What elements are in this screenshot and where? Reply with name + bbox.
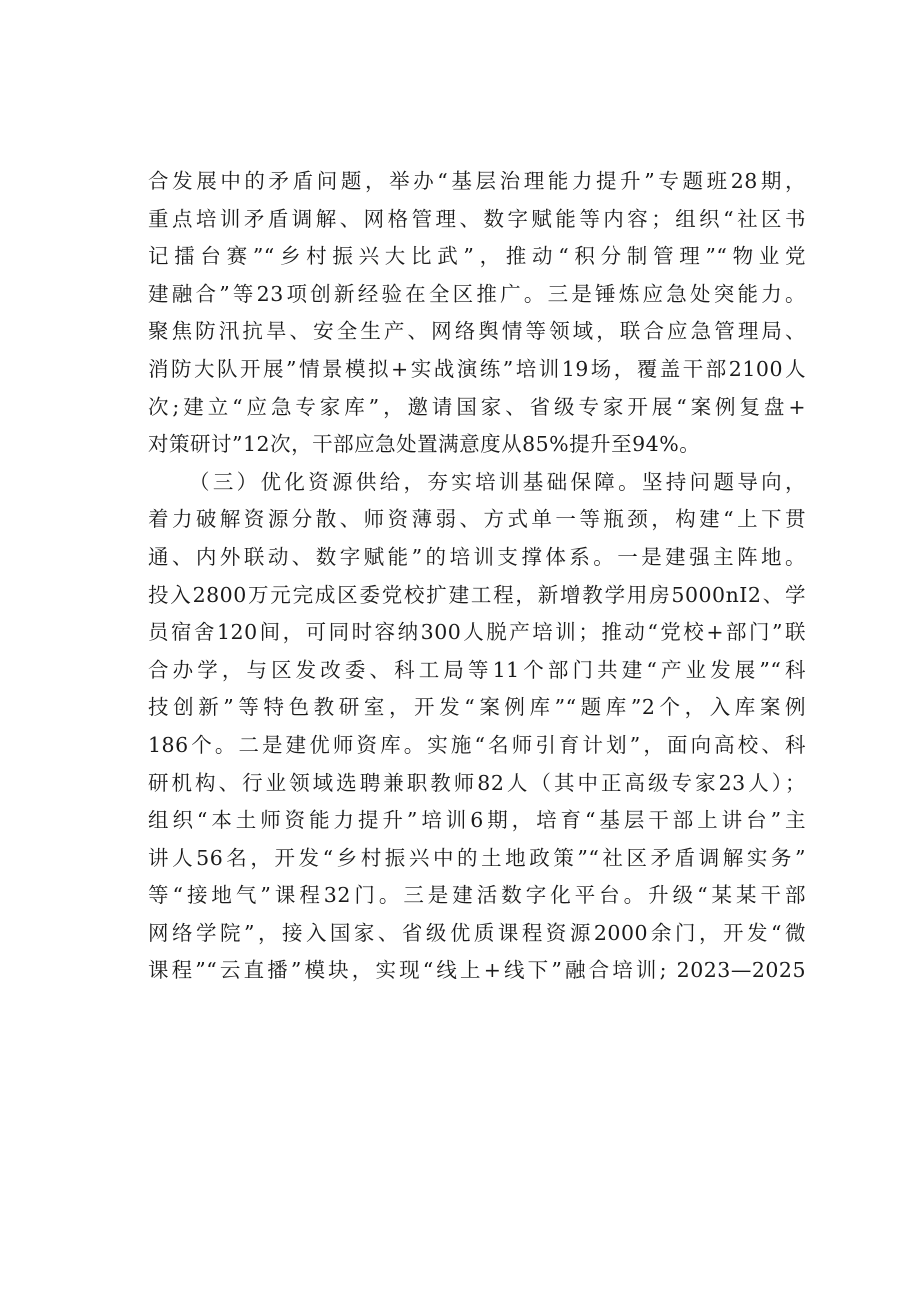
text-line: 建融合”等23项创新经验在全区推广。三是锤炼应急处突能力。 xyxy=(148,281,806,306)
text-line: 着力破解资源分散、师资薄弱、方式单一等瓶颈，构建“上下贯 xyxy=(148,507,806,532)
text-line: 员宿舍120间，可同时容纳300人脱产培训；推动“党校+部门”联 xyxy=(148,620,806,645)
text-line: 投入2800万元完成区委党校扩建工程，新增教学用房5000nI2、学 xyxy=(148,582,806,607)
text-line: 聚焦防汛抗旱、安全生产、网络舆情等领域，联合应急管理局、 xyxy=(148,319,806,344)
text-line: 网络学院”，接入国家、省级优质课程资源2000余门，开发“微 xyxy=(148,920,806,945)
text-line: 通、内外联动、数字赋能”的培训支撑体系。一是建强主阵地。 xyxy=(148,544,806,569)
text-line: 等“接地气”课程32门。三是建活数字化平台。升级“某某干部 xyxy=(148,883,806,908)
text-line: 讲人56名，开发“乡村振兴中的土地政策”“社区矛盾调解实务” xyxy=(148,845,806,870)
text-line: 记擂台赛”“乡村振兴大比武”，推动“积分制管理”“物业党 xyxy=(148,244,806,269)
text-line: 组织“本土师资能力提升”培训6期，培育“基层干部上讲台”主 xyxy=(148,808,806,833)
text-line: 对策研讨”12次，干部应急处置满意度从85%提升至94%。 xyxy=(148,432,701,457)
document-page xyxy=(148,163,806,990)
text-line: 合发展中的矛盾问题，举办“基层治理能力提升”专题班28期， xyxy=(148,169,806,193)
text-line: 研机构、行业领域选聘兼职教师82人（其中正高级专家23人）； xyxy=(148,770,806,795)
paragraph-continued xyxy=(148,163,806,464)
text-line: 重点培训矛盾调解、网格管理、数字赋能等内容；组织“社区书 xyxy=(148,206,806,231)
text-line: 186个。二是建优师资库。实施“名师引育计划”，面向高校、科 xyxy=(148,732,806,757)
text-line: 消防大队开展”情景模拟+实战演练”培训19场，覆盖干部2100人 xyxy=(148,356,806,381)
paragraph-section-3 xyxy=(148,464,806,990)
section-heading-line: （三）优化资源供给，夯实培训基础保障。坚持问题导向， xyxy=(189,469,806,494)
text-line: 合办学，与区发改委、科工局等11个部门共建“产业发展”“科 xyxy=(148,657,806,682)
text-line: 技创新”等特色教研室，开发“案例库”“题库”2个，入库案例 xyxy=(148,695,806,720)
text-line: 课程”“云直播”模块，实现“线上+线下”融合培训; 2023—2025 xyxy=(148,958,806,983)
text-line: 次;建立“应急专家库”，邀请国家、省级专家开展“案例复盘+ xyxy=(148,394,806,419)
